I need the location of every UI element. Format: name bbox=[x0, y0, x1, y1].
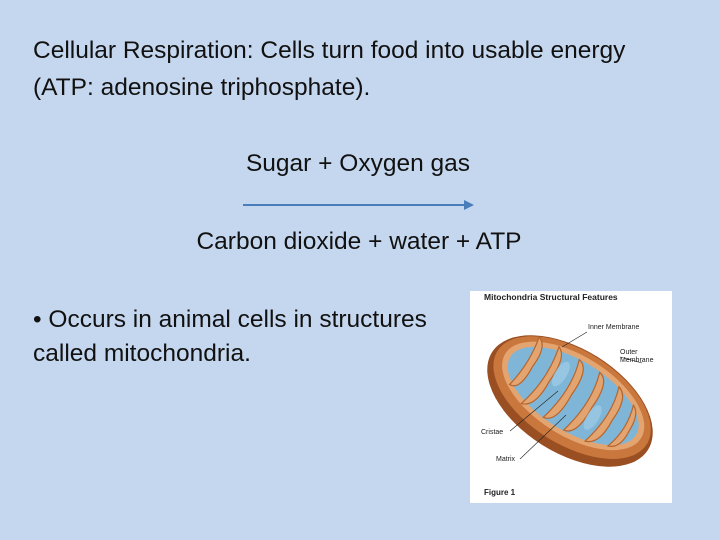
bullet-point: • Occurs in animal cells in structures called mitochondria. bbox=[33, 306, 427, 367]
figure-caption: Figure 1 bbox=[484, 488, 516, 497]
label-matrix: Matrix bbox=[496, 456, 516, 463]
figure-title: Mitochondria Structural Features bbox=[484, 292, 618, 302]
mitochondrion-illustration bbox=[470, 291, 672, 503]
reaction-arrow-icon bbox=[242, 197, 477, 213]
intro-text: Cellular Respiration: Cells turn food into usable energy (ATP: adenosine triphosphate). bbox=[33, 37, 626, 101]
mitochondria-figure bbox=[470, 291, 672, 503]
label-inner-membrane: Inner Membrane bbox=[588, 324, 640, 331]
equation-reactants: Sugar + Oxygen gas bbox=[245, 150, 471, 177]
label-cristae: Cristae bbox=[481, 429, 504, 436]
label-outer-membrane: Outer Membrane bbox=[620, 349, 654, 364]
equation-products: Carbon dioxide + water + ATP bbox=[196, 228, 522, 255]
